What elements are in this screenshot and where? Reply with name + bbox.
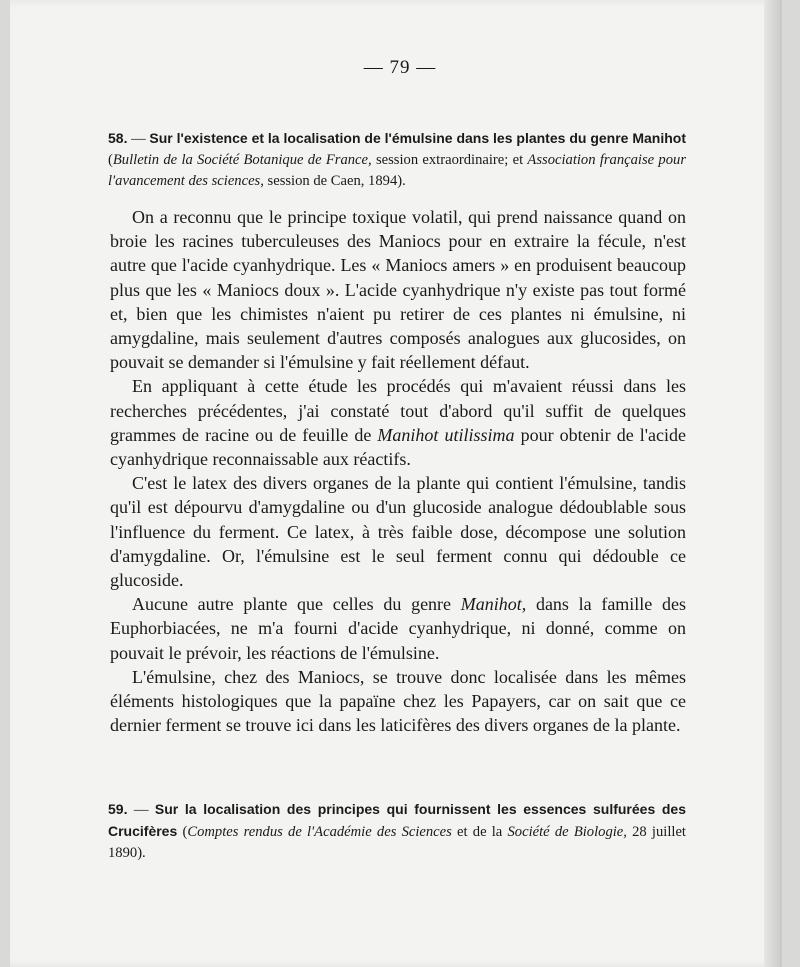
entry-59-ref-open: ( [177, 824, 188, 840]
page-edge-shadow [764, 0, 782, 967]
paragraph-2 [110, 374, 686, 471]
entry-58-dash: — [127, 131, 150, 147]
species-name: Manihot utilissima [377, 424, 515, 445]
genus-name: Manihot, [460, 594, 527, 615]
entry-59-date: 28 juillet 1890). [108, 824, 686, 861]
entry-58-body [110, 205, 686, 737]
entry-58-number: 58. [108, 130, 128, 146]
entry-58-session-caen: session de Caen, 1894). [263, 173, 406, 189]
paragraph-3: C'est le latex des divers organes de la plante qui contient l'émulsine, tandis qu'il est dépourvu d'amygdaline ou d'un glucoside analogue dédoublable sous l'influence du ferment. Ce latex, à très faible dose, décompose une solution d'amygdaline. Or, l'émulsine est le seul ferment connu qui dédouble ce glucoside. [110, 473, 686, 591]
entry-59-number: 59. [108, 801, 128, 817]
entry-59-heading [108, 799, 686, 864]
paragraph-1: On a reconnu que le principe toxique volatil, qui prend naissance quand on broie les racines tuberculeuses des Maniocs pour en extraire la fécule, n'est autre que l'acide cyanhydrique. Les « Maniocs amers » en produisent beaucoup plus que les « Maniocs doux ». L'acide cyanhydrique n'y existe pas tout formé et, bien que les chimistes n'aient pu retirer de ces plantes ni émulsine, ni amygdaline, mais seulement d'autres composés analogues aux glucosides, on pouvait se demander si l'émulsine y fait réellement défaut. [110, 207, 686, 373]
entry-58-ref-open: ( [108, 152, 113, 168]
paragraph-2-start: En appliquant à cette étude les procédés qui m'avaient réussi dans les recherches précédentes, j'ai constaté tout d'abord qu'il suffit de quelques grammes de racine ou de feuille de [110, 376, 686, 445]
paragraph-4-end: dans la famille des Euphorbiacées, ne m'a fourni d'acide cyanhydrique, ni donné, comme on pouvait le prévoir, les réactions de l'émulsine. [110, 594, 686, 663]
page-number: — 79 — [363, 57, 437, 78]
entry-59-title: Sur la localisation des principes qui fournissent les essences sulfurées des Crucifères [108, 801, 687, 839]
entry-59-journal-2: Société de Biologie, [507, 824, 627, 840]
paragraph-5: L'émulsine, chez des Maniocs, se trouve donc localisée dans les mêmes éléments histologiques que la papaïne chez les Papayers, car on sait que ce dernier ferment se trouve ici dans les laticifères des divers organes de la plante. [110, 666, 686, 736]
entry-59-dash: — [127, 802, 155, 818]
entry-58-heading [108, 128, 686, 192]
entry-59-journal: Comptes rendus de l'Académie des Sciences [187, 824, 452, 840]
paragraph-4 [110, 592, 686, 665]
entry-58-journal: Bulletin de la Société Botanique de France, [112, 152, 372, 168]
entry-58-session: session extraordinaire; et [371, 152, 528, 168]
entry-58-title: Sur l'existence et la localisation de l'émulsine dans les plantes du genre Manihot [149, 130, 687, 146]
entry-59-mid: et de la [451, 824, 508, 840]
entry-58-association: Association française pour l'avancement des sciences, [108, 152, 686, 189]
paragraph-4-start: Aucune autre plante que celles du genre [132, 594, 461, 615]
paragraph-2-end: pour obtenir de l'acide cyanhydrique reconnaissable aux réactifs. [110, 424, 686, 470]
